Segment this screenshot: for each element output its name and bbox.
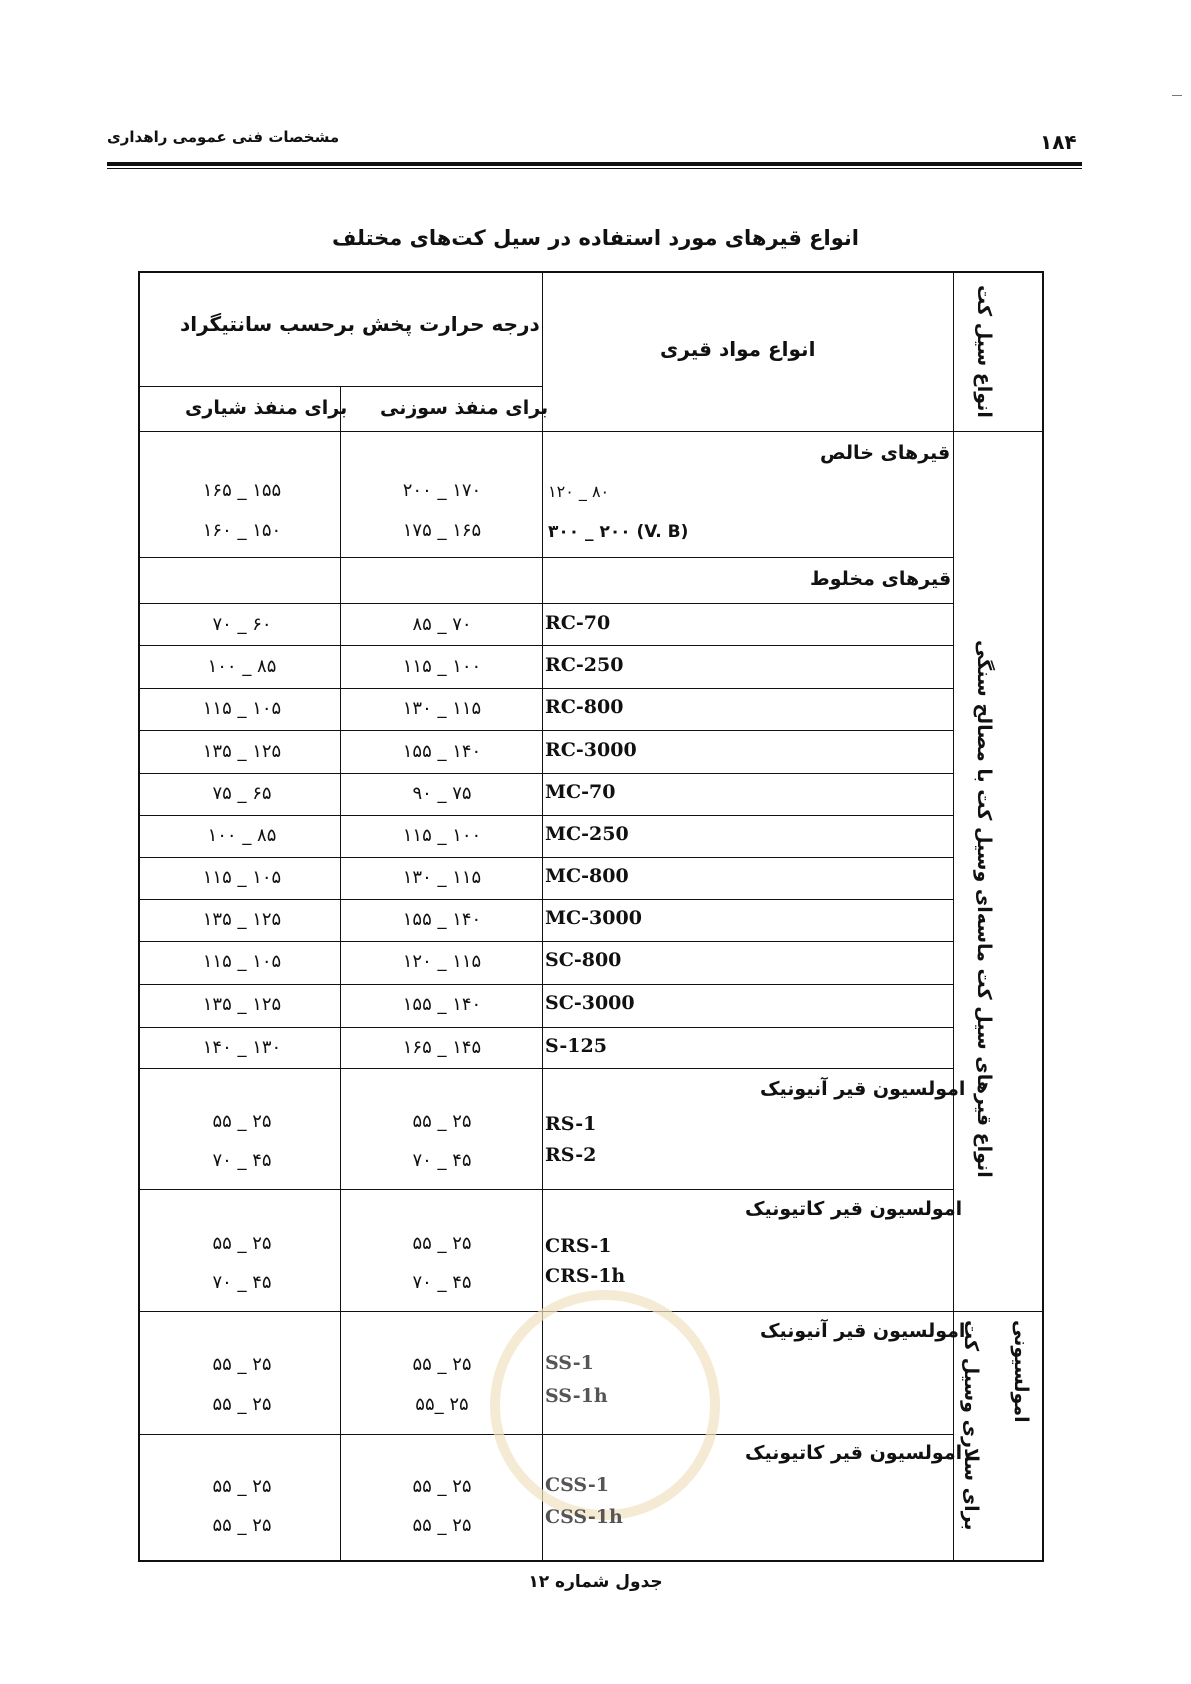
row-line: [138, 688, 953, 689]
needle-css1h: ۵۵ _ ۲۵: [412, 1515, 472, 1536]
slot-sc800: ۱۱۵ _ ۱۰۵: [202, 951, 282, 972]
header-seal-type: انواع سیل کت: [973, 285, 995, 418]
row-line: [138, 1027, 953, 1028]
material-rc800: RC-800: [545, 696, 624, 718]
group-label-emulsion: امولسیونی: [1010, 1320, 1032, 1423]
slot-crs1: ۵۵ _ ۲۵: [212, 1233, 272, 1254]
row-line: [138, 603, 953, 604]
section-title-pure: قیرهای خالص: [820, 442, 951, 464]
row-line: [138, 941, 953, 942]
material-pure-2: (V. B) ۳۰۰ _ ۲۰۰: [548, 522, 689, 542]
slot-rs2: ۷۰ _ ۴۵: [212, 1150, 272, 1171]
section-title-cationic: امولسیون قیر کاتیونیک: [745, 1198, 963, 1220]
needle-mc250: ۱۱۵ _ ۱۰۰: [402, 825, 482, 846]
group-label-slurry: برای سلاری وسیل کت: [960, 1320, 982, 1531]
material-mc800: MC-800: [545, 865, 629, 887]
slot-pure-1: ۱۶۵ _ ۱۵۵: [202, 480, 282, 501]
running-header-title: مشخصات فنی عمومی راهداری: [107, 128, 340, 146]
needle-pure-2: ۱۷۵ _ ۱۶۵: [402, 520, 482, 541]
row-line: [138, 857, 953, 858]
row-line: [138, 815, 953, 816]
material-ss1: SS-1: [545, 1352, 594, 1374]
section-title-anionic-2: امولسیون قیر آنیونیک: [760, 1320, 966, 1342]
material-rc250: RC-250: [545, 654, 624, 676]
slot-crs1h: ۷۰ _ ۴۵: [212, 1272, 272, 1293]
material-mc250: MC-250: [545, 823, 629, 845]
row-line: [138, 386, 542, 387]
slot-ss1: ۵۵ _ ۲۵: [212, 1354, 272, 1375]
corner-mark: [1172, 95, 1182, 96]
slot-rc250: ۱۰۰ _ ۸۵: [207, 656, 277, 677]
material-crs1h: CRS-1h: [545, 1265, 626, 1287]
section-title-cationic-2: امولسیون قیر کاتیونیک: [745, 1442, 963, 1464]
needle-css1: ۵۵ _ ۲۵: [412, 1476, 472, 1497]
section-title-mixed: قیرهای مخلوط: [810, 568, 952, 590]
col-line-needle: [340, 386, 341, 1562]
row-line: [138, 1068, 953, 1069]
material-rc3000: RC-3000: [545, 739, 637, 761]
material-crs1: CRS-1: [545, 1235, 612, 1257]
needle-mc70: ۹۰ _ ۷۵: [412, 783, 472, 804]
row-line: [138, 899, 953, 900]
header-materials: انواع مواد قیری: [660, 337, 816, 361]
slot-ss1h: ۵۵ _ ۲۵: [212, 1394, 272, 1415]
material-rs2: RS-2: [545, 1144, 597, 1166]
slot-rc70: ۷۰ _ ۶۰: [212, 614, 272, 635]
material-s125: S-125: [545, 1035, 607, 1057]
needle-crs1h: ۷۰ _ ۴۵: [412, 1272, 472, 1293]
needle-pure-1: ۲۰۰ _ ۱۷۰: [402, 480, 482, 501]
header-temperature: درجه حرارت پخش برحسب سانتیگراد: [180, 312, 540, 336]
row-line: [138, 773, 953, 774]
slot-s125: ۱۴۰ _ ۱۳۰: [202, 1037, 282, 1058]
needle-rs1: ۵۵ _ ۲۵: [412, 1111, 472, 1132]
needle-s125: ۱۶۵ _ ۱۴۵: [402, 1037, 482, 1058]
needle-mc3000: ۱۵۵ _ ۱۴۰: [402, 909, 482, 930]
table-caption: جدول شماره ۱۲: [528, 1572, 663, 1592]
table-title: انواع قیرهای مورد استفاده در سیل کت‌های مختلف: [332, 226, 859, 250]
slot-css1h: ۵۵ _ ۲۵: [212, 1515, 272, 1536]
row-line: [138, 431, 1044, 432]
material-sc3000: SC-3000: [545, 992, 635, 1014]
header-rule: [107, 162, 1082, 166]
row-line: [138, 557, 953, 558]
row-line: [138, 1189, 953, 1190]
needle-crs1: ۵۵ _ ۲۵: [412, 1233, 472, 1254]
needle-mc800: ۱۳۰ _ ۱۱۵: [402, 867, 482, 888]
material-rs1: RS-1: [545, 1113, 597, 1135]
section-title-anionic: امولسیون قیر آنیونیک: [760, 1078, 966, 1100]
material-mc70: MC-70: [545, 781, 616, 803]
slot-pure-2: ۱۶۰ _ ۱۵۰: [202, 520, 282, 541]
material-css1h: CSS-1h: [545, 1506, 623, 1528]
slot-css1: ۵۵ _ ۲۵: [212, 1476, 272, 1497]
needle-rc70: ۸۵ _ ۷۰: [412, 614, 472, 635]
header-rule-thin: [107, 168, 1082, 169]
needle-rc800: ۱۳۰ _ ۱۱۵: [402, 698, 482, 719]
needle-sc800: ۱۲۰ _ ۱۱۵: [402, 951, 482, 972]
row-line: [138, 730, 953, 731]
needle-sc3000: ۱۵۵ _ ۱۴۰: [402, 994, 482, 1015]
slot-rc3000: ۱۳۵ _ ۱۲۵: [202, 741, 282, 762]
slot-sc3000: ۱۳۵ _ ۱۲۵: [202, 994, 282, 1015]
row-line: [138, 645, 953, 646]
needle-rc250: ۱۱۵ _ ۱۰۰: [402, 656, 482, 677]
material-css1: CSS-1: [545, 1474, 609, 1496]
material-mc3000: MC-3000: [545, 907, 642, 929]
needle-ss1: ۵۵ _ ۲۵: [412, 1354, 472, 1375]
header-slot: برای منفذ شیاری: [185, 397, 348, 419]
material-rc70: RC-70: [545, 612, 611, 634]
slot-mc250: ۱۰۰ _ ۸۵: [207, 825, 277, 846]
slot-rc800: ۱۱۵ _ ۱۰۵: [202, 698, 282, 719]
slot-rs1: ۵۵ _ ۲۵: [212, 1111, 272, 1132]
col-line-seal: [953, 271, 954, 1562]
row-line: [138, 984, 953, 985]
slot-mc70: ۷۵ _ ۶۵: [212, 783, 272, 804]
slot-mc800: ۱۱۵ _ ۱۰۵: [202, 867, 282, 888]
material-sc800: SC-800: [545, 949, 622, 971]
header-needle: برای منفذ سوزنی: [380, 397, 549, 419]
needle-ss1h: ۵۵_ ۲۵: [415, 1394, 469, 1415]
slot-mc3000: ۱۳۵ _ ۱۲۵: [202, 909, 282, 930]
page-number: ۱۸۴: [1040, 130, 1077, 154]
material-ss1h: SS-1h: [545, 1385, 608, 1407]
needle-rc3000: ۱۵۵ _ ۱۴۰: [402, 741, 482, 762]
group-label-sand-seal: انواع قیرهای سیل کت ماسه‌ای وسیل کت با مصالح سنگی: [973, 640, 995, 1178]
needle-rs2: ۷۰ _ ۴۵: [412, 1150, 472, 1171]
material-pure-1: ۸۰ _ ۱۲۰: [548, 482, 610, 501]
